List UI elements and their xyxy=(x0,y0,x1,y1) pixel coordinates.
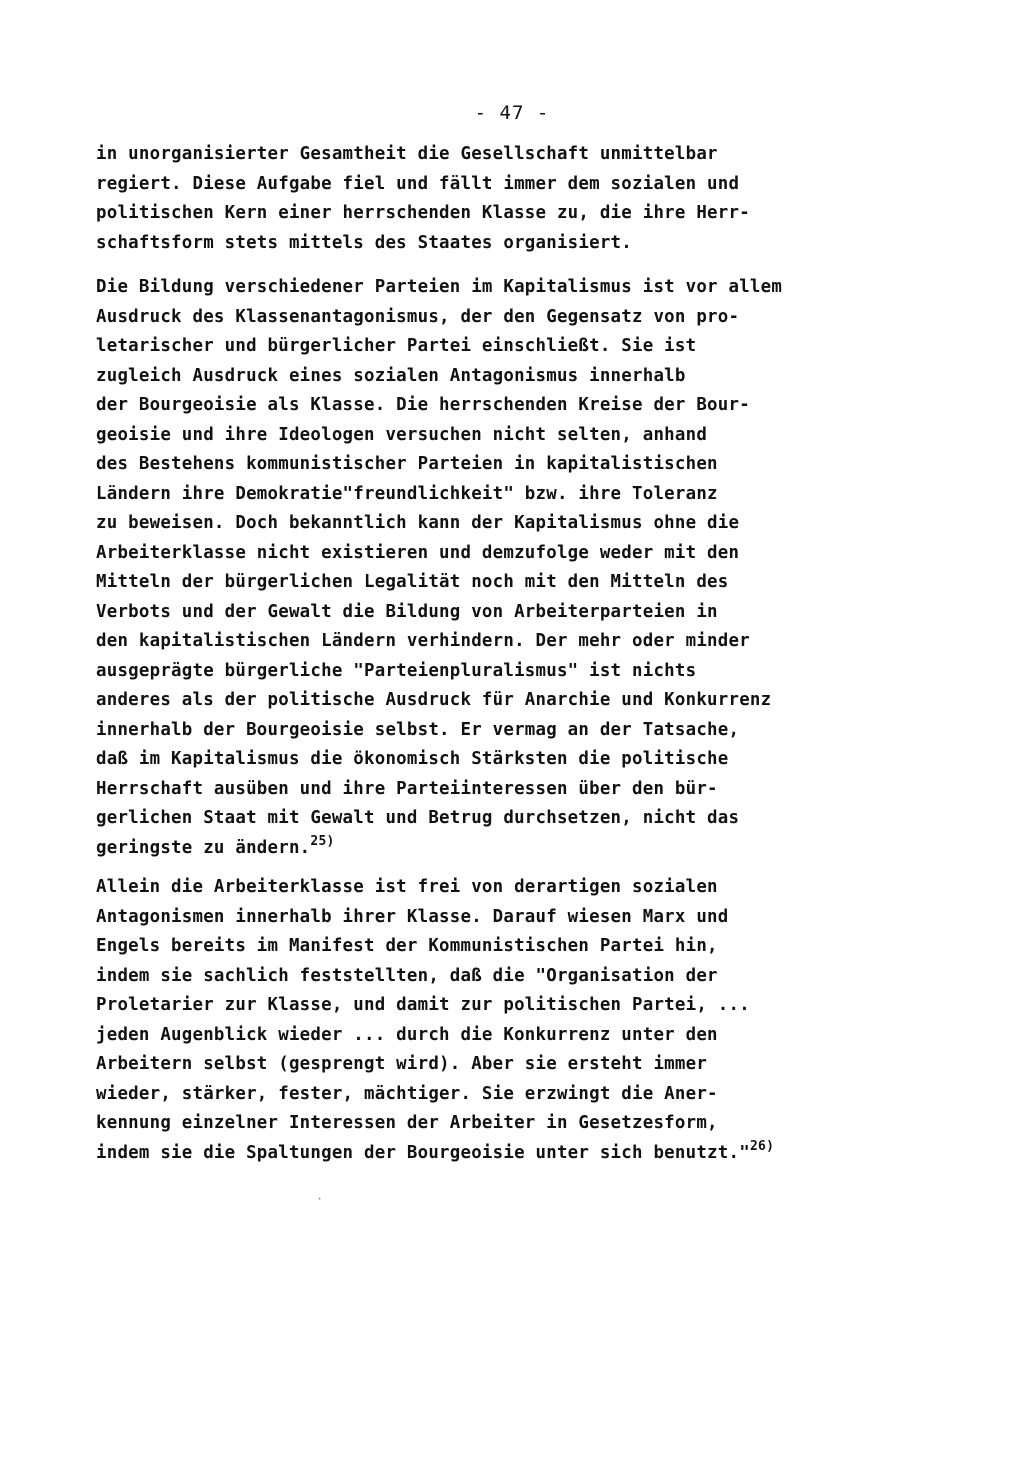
text-line: schaftsform stets mittels des Staates organisiert. xyxy=(96,232,633,253)
footnote-reference-26: 26) xyxy=(749,1138,775,1154)
text-line: Allein die Arbeiterklasse ist frei von derartigen sozialen xyxy=(96,877,718,897)
text-line: regiert. Diese Aufgabe fiel und fällt immer dem sozialen und xyxy=(96,173,740,194)
text-line: anderes als der politische Ausdruck für Anarchie und Konkurrenz xyxy=(96,690,772,710)
text-line: daß im Kapitalismus die ökonomisch Stärksten die politische xyxy=(96,749,729,769)
text-line: jeden Augenblick wieder ... durch die Konkurrenz unter den xyxy=(96,1024,718,1045)
text-line-content: indem sie die Spaltungen der Bourgeoisie unter sich benutzt." xyxy=(96,1142,750,1163)
text-line-with-footnote xyxy=(96,834,896,864)
text-line: Ländern ihre Demokratie"freundlichkeit" bzw. ihre Toleranz xyxy=(96,483,718,504)
text-line: den kapitalistischen Ländern verhindern. Der mehr oder minder xyxy=(96,631,750,651)
text-line: Mitteln der bürgerlichen Legalität noch mit den Mitteln des xyxy=(96,572,729,592)
text-line: Die Bildung verschiedener Parteien im Kapitalismus ist vor allem xyxy=(96,277,783,297)
text-line: innerhalb der Bourgeoisie selbst. Er vermag an der Tatsache, xyxy=(96,719,740,740)
text-line-content: geringste zu ändern. xyxy=(96,837,311,858)
text-line: letarischer und bürgerlicher Partei einschließt. Sie ist xyxy=(96,336,697,356)
text-line-with-footnote xyxy=(96,1139,896,1169)
footnote-reference-25: 25) xyxy=(310,833,335,849)
text-line: Herrschaft ausüben und ihre Parteiinteressen über den bür- xyxy=(96,778,718,799)
text-line: Arbeiterklasse nicht existieren und demzufolge weder mit den xyxy=(96,542,740,563)
text-line: wieder, stärker, fester, mächtiger. Sie erzwingt die Aner- xyxy=(96,1083,718,1104)
text-line: des Bestehens kommunistischer Parteien in kapitalistischen xyxy=(96,454,718,474)
text-line: indem sie sachlich feststellten, daß die "Organisation der xyxy=(96,965,718,986)
text-line: gerlichen Staat mit Gewalt und Betrug durchsetzen, nicht das xyxy=(96,808,740,828)
text-line: kennung einzelner Interessen der Arbeiter in Gesetzesform, xyxy=(96,1113,718,1133)
paragraph-1 xyxy=(96,140,896,258)
text-line: ausgeprägte bürgerliche "Parteienpluralismus" ist nichts xyxy=(96,660,697,681)
text-line: geoisie und ihre Ideologen versuchen nicht selten, anhand xyxy=(96,424,708,445)
text-line: politischen Kern einer herrschenden Klasse zu, die ihre Herr- xyxy=(96,203,750,223)
text-line: Arbeitern selbst (gesprengt wird). Aber sie ersteht immer xyxy=(96,1054,708,1074)
text-line: zugleich Ausdruck eines sozialen Antagonismus innerhalb xyxy=(96,365,686,386)
text-line: zu beweisen. Doch bekanntlich kann der Kapitalismus ohne die xyxy=(96,513,740,533)
text-line: Verbots und der Gewalt die Bildung von Arbeiterparteien in xyxy=(96,601,718,622)
text-line: in unorganisierter Gesamtheit die Gesellschaft unmittelbar xyxy=(96,144,718,164)
scan-speck: · xyxy=(316,1192,324,1206)
text-line: Antagonismen innerhalb ihrer Klasse. Darauf wiesen Marx und xyxy=(96,906,729,927)
text-line: Proletarier zur Klasse, und damit zur politischen Partei, ... xyxy=(96,995,750,1015)
text-line: Ausdruck des Klassenantagonismus, der den Gegensatz von pro- xyxy=(96,306,740,327)
paragraph-2 xyxy=(96,273,896,863)
page-number: - 47 - xyxy=(474,102,550,124)
paragraph-3 xyxy=(96,873,896,1168)
text-line: Engels bereits im Manifest der Kommunistischen Partei hin, xyxy=(96,936,718,956)
text-line: der Bourgeoisie als Klasse. Die herrschenden Kreise der Bour- xyxy=(96,395,750,415)
